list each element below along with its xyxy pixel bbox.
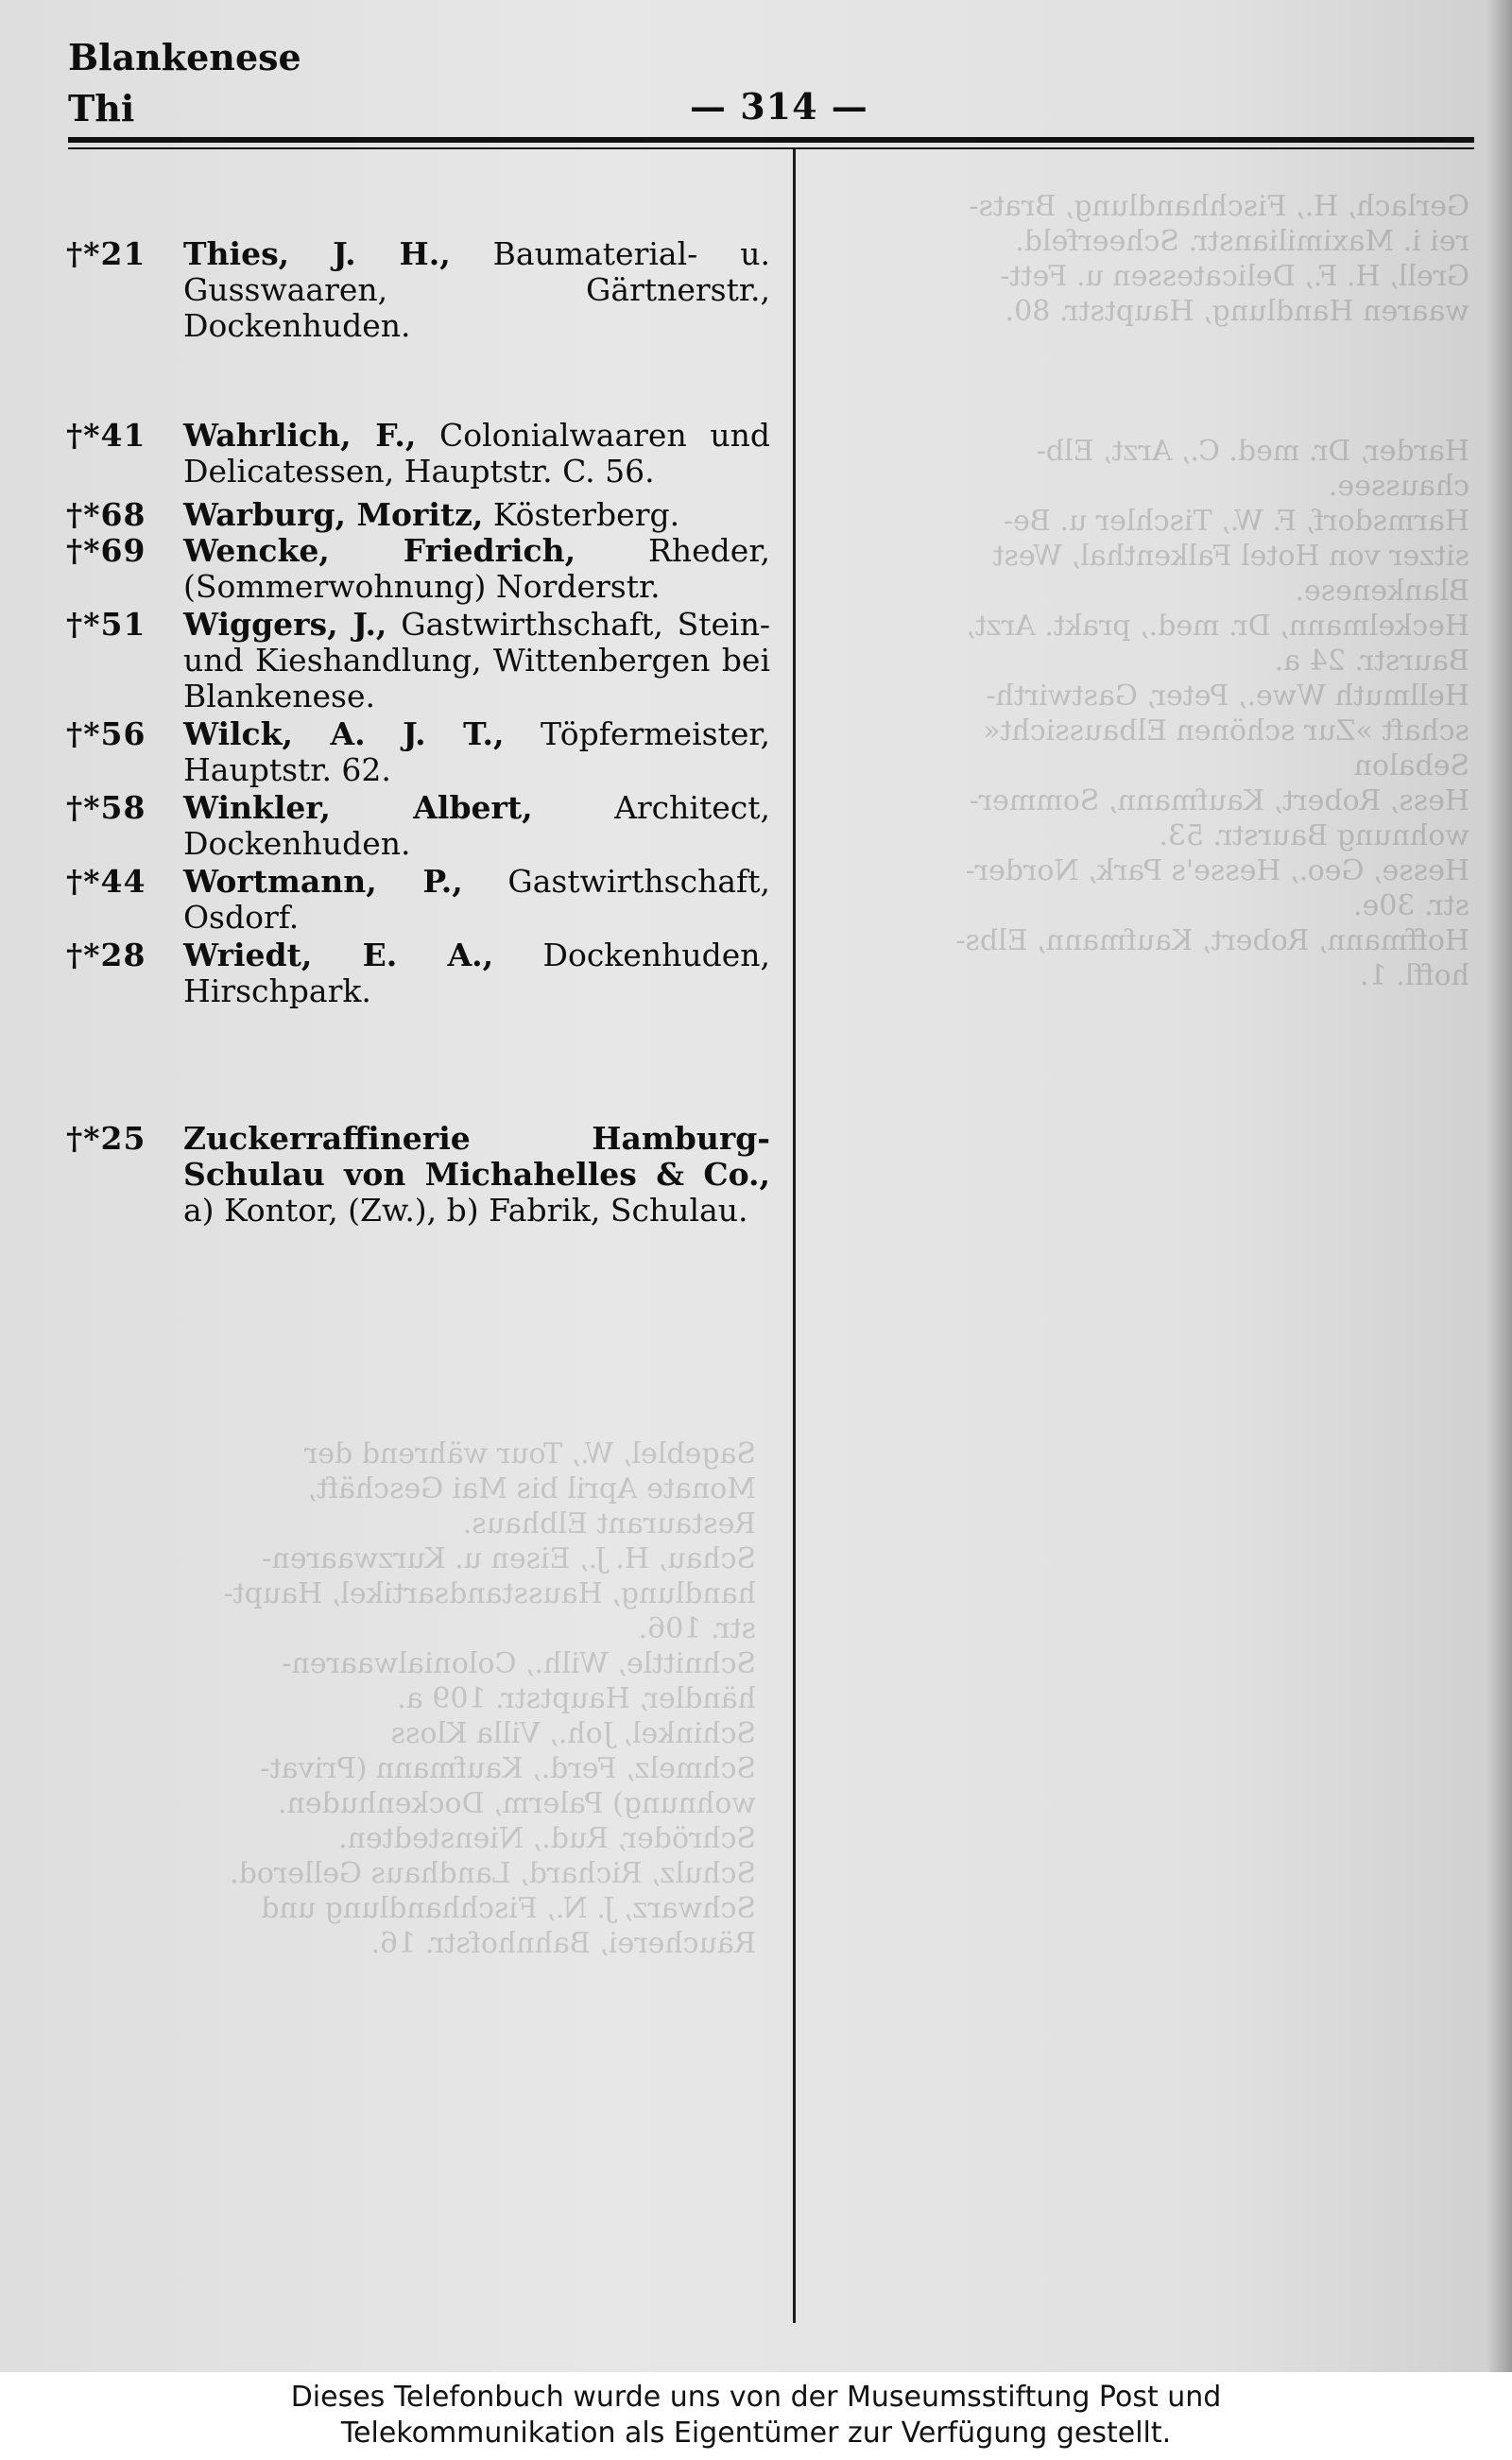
list-item xyxy=(66,418,770,490)
list-item xyxy=(66,790,770,862)
entry-code: †*25 xyxy=(66,1120,146,1157)
entry-name: Wortmann, P., xyxy=(183,863,463,900)
entry-details: Architect, Dockenhuden. xyxy=(183,789,770,862)
entry-details: Töpfermeister, Hauptstr. 62. xyxy=(183,715,770,788)
entry-code: †*58 xyxy=(66,789,146,826)
page-edge-shadow xyxy=(1487,0,1512,2372)
donation-notice-line-1: Dieses Telefonbuch wurde uns von der Museumsstiftung Post und xyxy=(290,2381,1222,2414)
header-alpha-key: Thi xyxy=(68,87,135,129)
list-item xyxy=(66,938,770,1009)
entry-details: Colonialwaaren und Delicatessen, Hauptstr. C. 56. xyxy=(183,417,770,490)
entry-name: Warburg, Moritz, xyxy=(183,496,484,533)
entry-code: †*41 xyxy=(66,417,146,454)
entry-code: †*51 xyxy=(66,606,146,643)
donation-notice xyxy=(0,2372,1512,2460)
entry-details: Gastwirthschaft, Stein- und Kieshandlung, Wittenbergen bei Blankenese. xyxy=(183,606,771,714)
header-rule-thin xyxy=(68,147,1474,149)
page-number: — 314 — xyxy=(690,85,868,128)
entry-code: †*69 xyxy=(66,532,146,569)
entry-name: Wiggers, J., xyxy=(183,606,387,643)
list-item xyxy=(66,236,770,344)
bleed-through-text-lower: Sageblel, W., Tour während der Monate April bis Mai Geschäft, Restaurant Elbhaus. Schau, H. J., Eisen u. Kurzwaaren- handlung, Hausstandsartikel, Haupt- str. 106. Schnittle, Wilh., Colonialwaaren- händler, Hauptstr. 109 a. Schinkel, Joh., Villa Kloss Schmelz, Ferd., Kaufmann (Privat- wohnung) Palerm, Dockenhuden. Schröder, Rud., Nienstedten. Schulz, Richard, Landhaus Gellerod. Schwarz, J. N., Fischhandlung und Räucherei, Bahnhofstr. 16. xyxy=(223,1437,756,1960)
entry-details: Baumaterial- u. Gusswaaren, Gärtnerstr., Dockenhuden. xyxy=(183,235,770,344)
entry-code: †*68 xyxy=(66,496,146,533)
entry-name: Thies, J. H., xyxy=(183,235,451,272)
list-item xyxy=(66,497,770,533)
entry-name: Wencke, Friedrich, xyxy=(183,532,576,569)
bleed-through-text: Gerlach, H., Fischhandlung, Brats- rei i. Maximilianstr. Scheerfeld. Grell, H. F., Delicatessen u. Fett- waaren Handlung, Hauptstr. 80. Harder, Dr. med. C., Arzt, Elb- chaussee. Harmsdorf, F. W., Tischler u. Be- sitzer von Hotel Falkenthal, West Blankenese. Heckelmann, Dr. med., prakt. Arzt, Baurstr. 24 a. Hellmuth Wwe., Peter, Gastwirth- schaft »Zur schönen Elbaussicht« Sebalon Hess, Robert, Kaufmann, Sommer- wohnung Baurstr. 53. Hesse, Geo., Hesse's Park, Norder- str. 30e. Hoffmann, Robert, Kaufmann, Elbs- hoffl. 1. xyxy=(955,190,1469,992)
entry-name: Wilck, A. J. T., xyxy=(183,715,505,752)
list-item xyxy=(66,716,770,788)
entry-code: †*28 xyxy=(66,937,146,973)
entry-code: †*56 xyxy=(66,715,146,752)
donation-notice-line-2: Telekommunikation als Eigentümer zur Verfügung gestellt. xyxy=(340,2417,1172,2450)
list-item xyxy=(66,607,770,714)
header-rule-thick xyxy=(68,137,1474,143)
entry-details: Rheder, (Sommerwohnung) Norderstr. xyxy=(183,532,770,605)
list-item xyxy=(66,533,770,605)
list-item xyxy=(66,864,770,936)
list-item xyxy=(66,1121,770,1229)
entry-code: †*44 xyxy=(66,863,146,900)
entry-details: Gastwirthschaft, Osdorf. xyxy=(183,863,770,936)
entry-details: a) Kontor, (Zw.), b) Fabrik, Schulau. xyxy=(183,1192,748,1229)
entry-name: Wriedt, E. A., xyxy=(183,937,494,973)
entry-details: Dockenhuden, Hirschpark. xyxy=(183,937,770,1009)
entry-name: Zuckerraffinerie Hamburg-Schulau von Michahelles & Co., xyxy=(183,1120,770,1193)
entry-code: †*21 xyxy=(66,235,146,272)
column-divider xyxy=(793,149,796,2323)
entry-name: Winkler, Albert, xyxy=(183,789,533,826)
entry-details: Kösterberg. xyxy=(492,496,680,533)
entry-name: Wahrlich, F., xyxy=(183,417,417,454)
header-place: Blankenese xyxy=(68,36,301,78)
